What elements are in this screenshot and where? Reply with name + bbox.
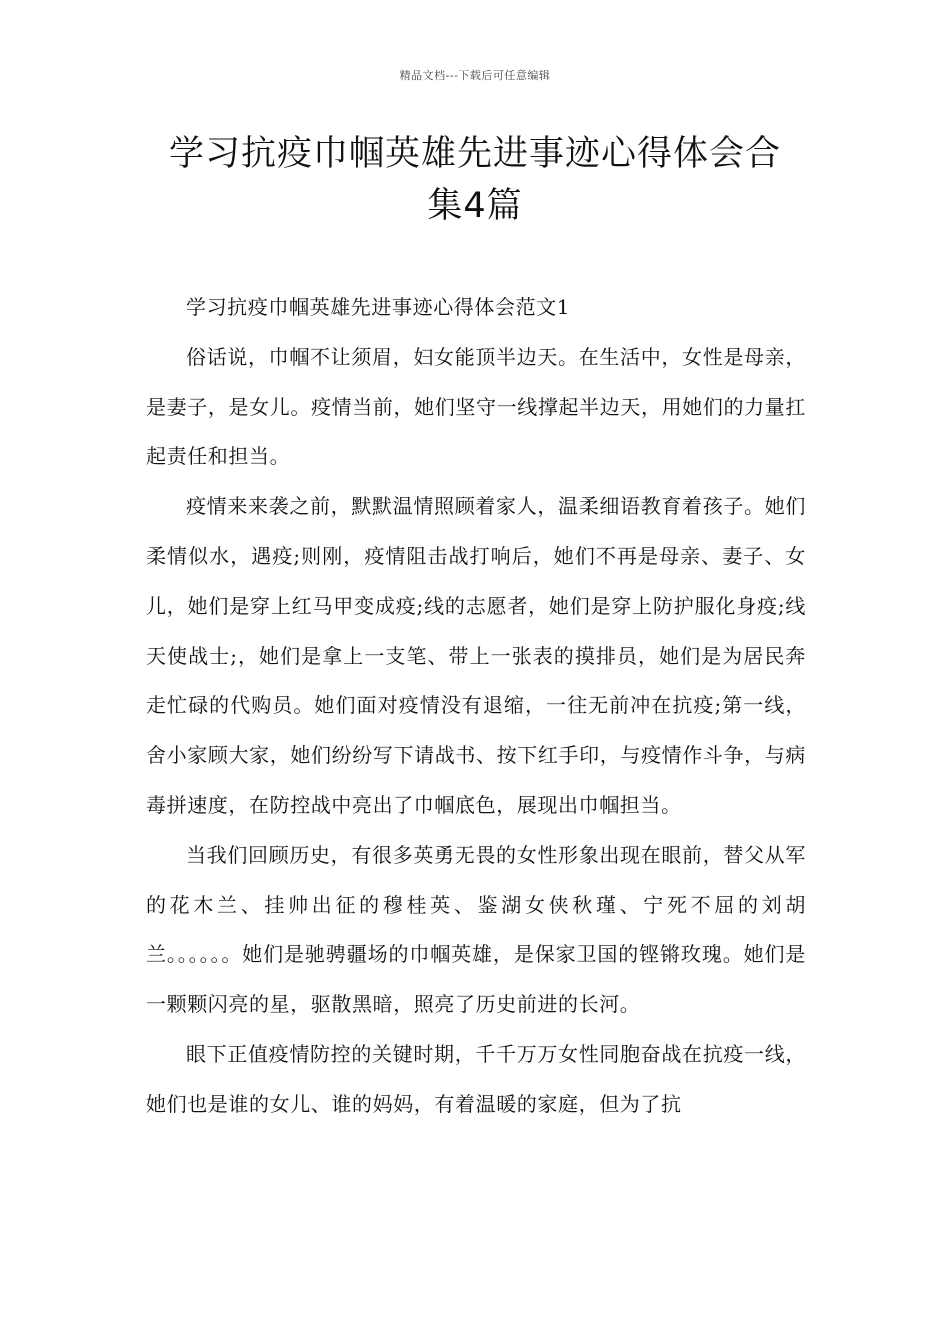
section-subtitle: 学习抗疫巾帼英雄先进事迹心得体会范文1	[186, 295, 571, 319]
document-body	[146, 283, 806, 1130]
paragraph: 疫情来来袭之前，默默温情照顾着家人，温柔细语教育着孩子。她们柔情似水，遇疫;则刚，疫情阻击战打响后，她们不再是母亲、妻子、女儿，她们是穿上红马甲变成疫;线的志愿者，她们是穿上防护服化身疫;线天使战士;，她们是拿上一支笔、带上一张表的摸排员，她们是为居民奔走忙碌的代购员。她们面对疫情没有退缩，一往无前冲在抗疫;第一线，舍小家顾大家，她们纷纷写下请战书、按下红手印，与疫情作斗争，与病毒拼速度，在防控战中亮出了巾帼底色，展现出巾帼担当。	[146, 494, 806, 817]
document-title	[0, 128, 950, 232]
paragraph: 当我们回顾历史，有很多英勇无畏的女性形象出现在眼前，替父从军的花木兰、挂帅出征的穆桂英、鉴湖女侠秋瑾、宁死不屈的刘胡兰。。。。。。她们是驰骋疆场的巾帼英雄，是保家卫国的铿锵玫瑰。她们是一颗颗闪亮的星，驱散黑暗，照亮了历史前进的长河。	[146, 842, 806, 1017]
title-line-1: 学习抗疫巾帼英雄先进事迹心得体会合	[168, 134, 781, 174]
paragraph: 眼下正值疫情防控的关键时期，千千万万女性同胞奋战在抗疫一线，她们也是谁的女儿、谁的妈妈，有着温暖的家庭，但为了抗	[146, 1041, 806, 1116]
header-note: 精品文档---下载后可任意编辑	[399, 69, 551, 82]
title-line-2: 集4篇	[427, 186, 523, 226]
paragraph: 俗话说，巾帼不让须眉，妇女能顶半边天。在生活中，女性是母亲，是妻子，是女儿。疫情当前，她们坚守一线撑起半边天，用她们的力量扛起责任和担当。	[146, 344, 806, 469]
